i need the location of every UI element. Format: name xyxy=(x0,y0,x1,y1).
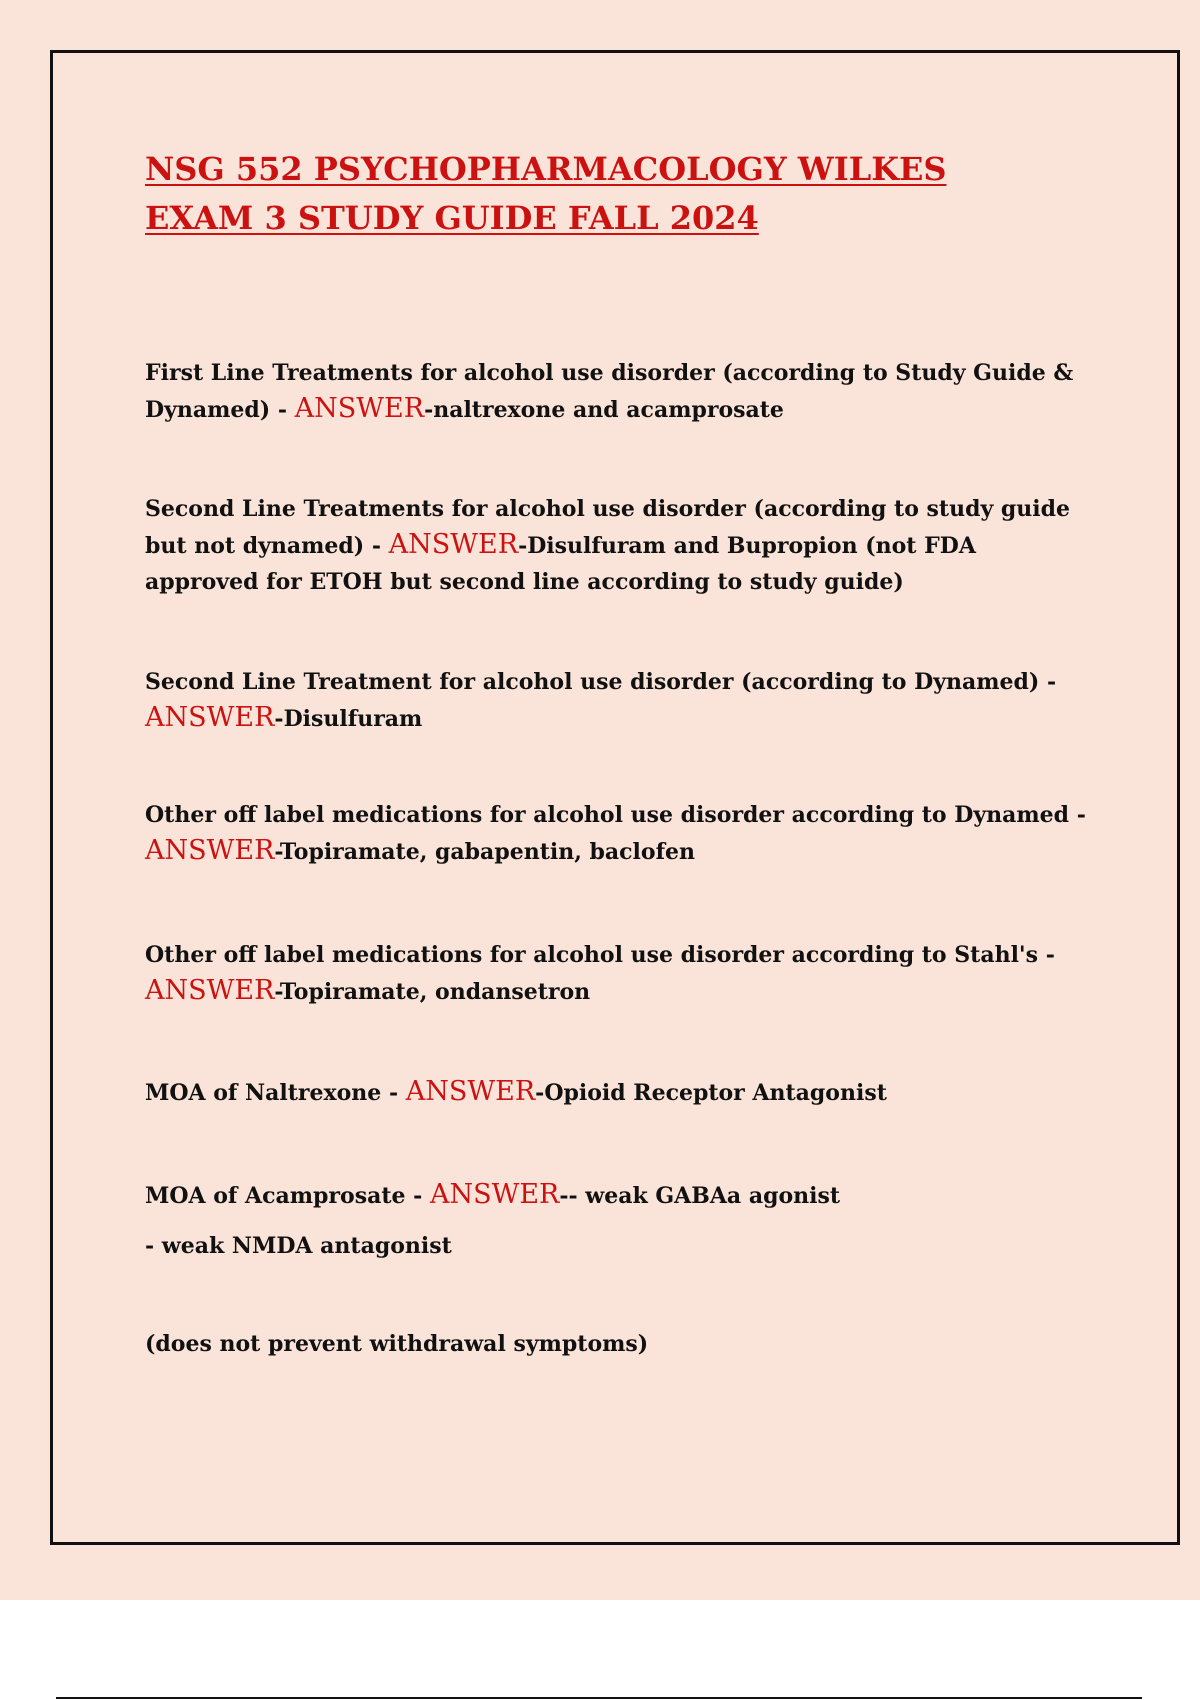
question-text: MOA of Acamprosate xyxy=(145,1183,406,1209)
answer-label: ANSWER xyxy=(388,529,519,560)
qa-item-2: Second Line Treatments for alcohol use disorder (according to study guide but not dynamed) - ANSWER-Disulfuram and Bupropion (not FDA approved for ETOH but second line according to study guide) xyxy=(145,496,1071,595)
question-text: Second Line Treatment for alcohol use disorder (according to Dynamed) xyxy=(145,669,1040,695)
question-text: Other off label medications for alcohol use disorder according to Dynamed xyxy=(145,802,1070,828)
document-title: NSG 552 PSYCHOPHARMACOLOGY WILKES EXAM 3 STUDY GUIDE FALL 2024 xyxy=(145,150,947,237)
answer-text: Disulfuram and Bupropion (not FDA approved for ETOH but second line according to study guide) xyxy=(145,533,976,595)
qa-item-3: Second Line Treatment for alcohol use disorder (according to Dynamed) - ANSWER-Disulfuram xyxy=(145,669,1057,733)
answer-text: Topiramate, ondansetron xyxy=(279,979,591,1005)
question-text: Other off label medications for alcohol use disorder according to Stahl's xyxy=(145,942,1039,968)
answer-text: Opioid Receptor Antagonist xyxy=(544,1080,887,1106)
question-text: Second Line Treatments for alcohol use disorder (according to study guide but not dynamed) xyxy=(145,496,1071,559)
qa-item-7: MOA of Acamprosate - ANSWER-- weak GABAa agonist xyxy=(145,1179,841,1210)
qa-item-4: Other off label medications for alcohol use disorder according to Dynamed - ANSWER-Topiramate, gabapentin, baclofen xyxy=(145,802,1086,866)
answer-label: ANSWER xyxy=(145,975,275,1006)
footer-divider xyxy=(56,1697,1142,1699)
answer-extra-line: (does not prevent withdrawal symptoms) xyxy=(145,1331,649,1357)
qa-item-6: MOA of Naltrexone - ANSWER-Opioid Receptor Antagonist xyxy=(145,1076,887,1107)
answer-text: Topiramate, gabapentin, baclofen xyxy=(279,839,696,865)
question-text: MOA of Naltrexone xyxy=(145,1080,382,1106)
qa-item-1: First Line Treatments for alcohol use disorder (according to Study Guide & Dynamed) - ANSWER-naltrexone and acamprosate xyxy=(145,360,1074,424)
answer-label: ANSWER xyxy=(145,702,275,733)
answer-label: ANSWER xyxy=(145,835,275,866)
answer-label: ANSWER xyxy=(429,1179,560,1210)
answer-label: ANSWER xyxy=(405,1076,536,1107)
answer-text: - weak GABAa agonist xyxy=(568,1183,841,1209)
answer-text: naltrexone and acamprosate xyxy=(433,397,784,423)
answer-label: ANSWER xyxy=(294,393,425,424)
answer-text: Disulfuram xyxy=(283,706,423,732)
answer-extra-line: - weak NMDA antagonist xyxy=(145,1233,452,1259)
question-text: First Line Treatments for alcohol use disorder (according to Study Guide & Dynamed) xyxy=(145,360,1074,423)
qa-item-5: Other off label medications for alcohol use disorder according to Stahl's - ANSWER-Topiramate, ondansetron xyxy=(145,942,1055,1006)
